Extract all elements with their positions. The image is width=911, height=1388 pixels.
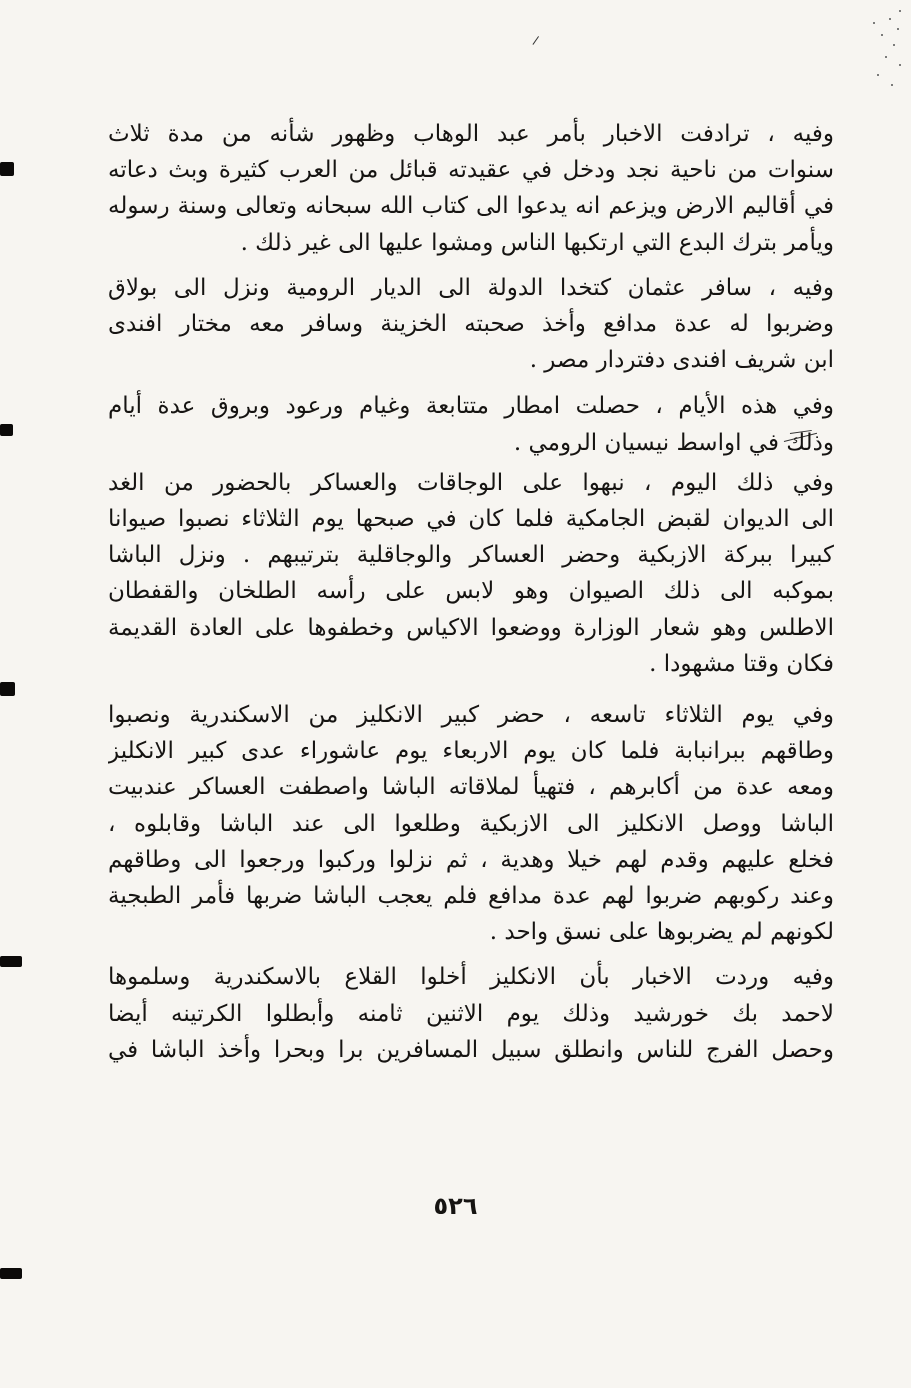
binding-mark xyxy=(0,682,15,696)
binding-mark xyxy=(0,424,13,436)
text-line: سنوات من ناحية نجد ودخل في عقيدته قبائل من العرب كثيرة وبث دعاته xyxy=(108,157,834,184)
text-line: وفي ذلك اليوم ، نبهوا على الوجاقات والعساكر بالحضور من الغد xyxy=(108,469,834,496)
text-line: ابن شريف افندى دفتردار مصر . xyxy=(529,347,834,374)
paragraph xyxy=(108,959,834,1068)
paragraph xyxy=(108,270,834,379)
text-line: وفي هذه الأيام ، حصلت امطار متتابعة وغيام ورعود وبروق عدة أيام xyxy=(108,393,834,420)
text-line: فكان وقتا مشهودا . xyxy=(649,650,834,677)
text-line: في أقاليم الارض ويزعم انه يدعوا الى كتاب الله سبحانه وتعالى وسنة رسوله xyxy=(108,193,834,220)
text-line: وفي يوم الثلاثاء تاسعه ، حضر كبير الانكليز من الاسكندرية ونصبوا xyxy=(108,702,834,729)
paragraph xyxy=(108,116,834,261)
stray-mark-top xyxy=(532,36,539,45)
text-line: وطاقهم ببرانبابة فلما كان يوم الاربعاء يوم عاشوراء عدى كبير الانكليز xyxy=(108,738,834,765)
binding-mark xyxy=(0,162,14,176)
binding-mark xyxy=(0,956,22,967)
text-line: الى الديوان لقبض الجامكية فلما كان في صبحها يوم الثلاثاء نصبوا صيوانا xyxy=(108,506,834,533)
text-line: وفيه ، ترادفت الاخبار بأمر عبد الوهاب وظهور شأنه من مدة ثلاث xyxy=(108,121,834,147)
binding-mark xyxy=(0,1268,22,1279)
text-line: بموكبه الى ذلك الصيوان وهو لابس على رأسه الطلخان والقفطان xyxy=(108,578,834,605)
scan-speckles xyxy=(861,4,905,94)
body-text xyxy=(108,116,834,1068)
text-line: لكونهم لم يضربوها على نسق واحد . xyxy=(489,919,834,946)
text-line: الاطلس وهو شعار الوزارة ووضعوا الاكياس وخطفوها على العادة القديمة xyxy=(108,614,834,641)
paragraph xyxy=(108,465,834,682)
text-line: وضربوا له عدة مدافع وأخذ صحبته الخزينة وسافر معه مختار افندى xyxy=(108,311,834,338)
paragraph xyxy=(108,388,834,460)
text-line: وفيه ، سافر عثمان كتخدا الدولة الى الديار الرومية ونزل الى بولاق xyxy=(108,274,834,301)
text-line: الباشا ووصل الانكليز الى الازبكية وطلعوا الى عند الباشا وقابلوه ، xyxy=(108,810,834,837)
text-line: فخلع عليهم وقدم لهم خيلا وهدية ، ثم نزلوا وركبوا ورجعوا الى وطاقهم xyxy=(108,846,834,873)
text-line: وحصل الفرج للناس وانطلق سبيل المسافرين برا وبحرا وأخذ الباشا في xyxy=(108,1036,834,1063)
text-line: وفيه وردت الاخبار بأن الانكليز أخلوا القلاع بالاسكندرية وسلموها xyxy=(108,964,834,991)
text-line: وذلك في اواسط نيسيان الرومي . xyxy=(513,429,834,456)
text-line: لاحمد بك خورشيد وذلك يوم الاثنين ثامنه وأبطلوا الكرتينه أيضا xyxy=(108,1000,834,1027)
paragraph xyxy=(108,697,834,950)
text-line: كبيرا ببركة الازبكية وحضر العساكر والوجاقلية بترتيبهم . ونزل الباشا xyxy=(108,542,834,569)
text-line: ومعه عدة من أكابرهم ، فتهيأ لملاقاته الباشا واصطفت العساكر عندبيت xyxy=(108,774,834,801)
text-line: وعند ركوبهم ضربوا لهم عدة مدافع فلم يعجب الباشا ضربها فأمر الطبجية xyxy=(108,883,834,910)
page-number: ٥٢٦ xyxy=(433,1192,478,1220)
text-line: ويأمر بترك البدع التي ارتكبها الناس ومشوا عليها الى غير ذلك . xyxy=(240,229,834,256)
